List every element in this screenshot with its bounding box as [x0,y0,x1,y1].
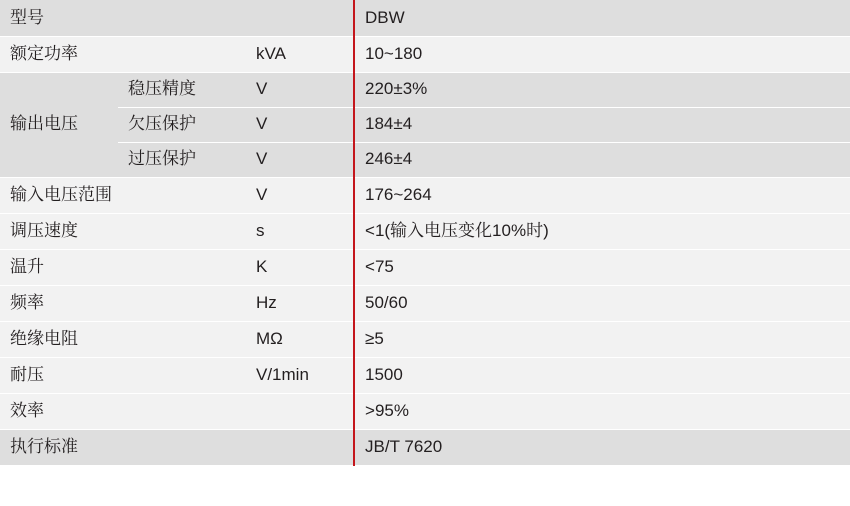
row-value: >95% [354,393,850,429]
row-label: 频率 [0,285,246,321]
table-row [0,107,850,142]
row-label: 调压速度 [0,213,246,249]
row-value: 246±4 [354,142,850,177]
table-row [0,0,850,36]
row-label: 温升 [0,249,246,285]
row-value: <1(输入电压变化10%时) [354,213,850,249]
table-row [0,393,850,429]
row-group-label: 输出电压 [0,72,118,177]
row-sublabel: 过压保护 [118,142,246,177]
table-row [0,177,850,213]
row-unit [246,393,354,429]
table-row [0,142,850,177]
row-value: DBW [354,0,850,36]
row-unit: kVA [246,36,354,72]
row-value: 50/60 [354,285,850,321]
page-bottom-margin [0,466,850,494]
table-row [0,321,850,357]
table-row [0,357,850,393]
table-row [0,213,850,249]
row-unit: V/1min [246,357,354,393]
table-row [0,285,850,321]
row-unit: V [246,107,354,142]
row-label: 型号 [0,0,354,36]
row-unit: V [246,142,354,177]
table-row [0,36,850,72]
row-label: 额定功率 [0,36,246,72]
row-sublabel: 欠压保护 [118,107,246,142]
row-label: 绝缘电阻 [0,321,246,357]
row-value: ≥5 [354,321,850,357]
row-label: 耐压 [0,357,246,393]
row-value: 1500 [354,357,850,393]
table-row [0,249,850,285]
row-value: <75 [354,249,850,285]
row-unit: Hz [246,285,354,321]
row-unit: K [246,249,354,285]
row-unit: s [246,213,354,249]
table-row [0,72,850,107]
row-value: 184±4 [354,107,850,142]
row-unit: MΩ [246,321,354,357]
row-value: 220±3% [354,72,850,107]
row-unit: V [246,177,354,213]
row-value: 176~264 [354,177,850,213]
table-row [0,429,850,465]
row-label: 执行标准 [0,429,354,465]
row-label: 效率 [0,393,246,429]
row-unit: V [246,72,354,107]
row-sublabel: 稳压精度 [118,72,246,107]
row-value: JB/T 7620 [354,429,850,465]
row-label: 输入电压范围 [0,177,246,213]
row-value: 10~180 [354,36,850,72]
